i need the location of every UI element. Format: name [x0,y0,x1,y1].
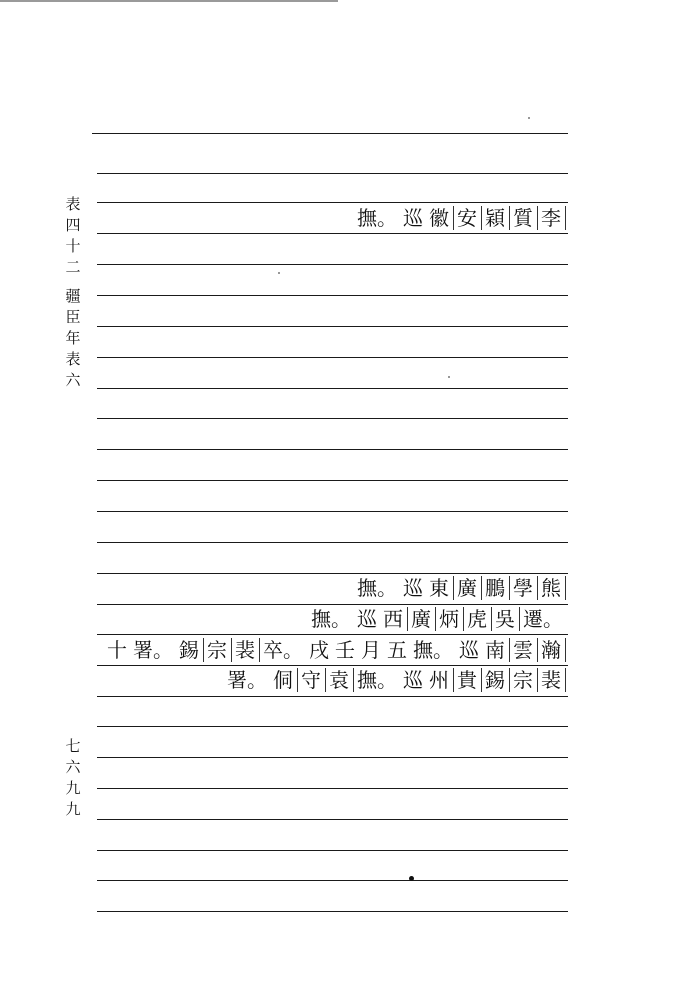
table-rule [97,264,568,265]
entry-char: 守 [298,668,326,692]
table-rule [97,388,568,389]
margin-title-char: 四 [65,216,81,234]
entry-row-guizhou [224,665,566,695]
table-rule [97,511,568,512]
entry-char: 袁 [326,668,354,692]
entry-char: 錫 [482,668,510,692]
entry-char: 廣 [408,607,436,631]
entry-char: 質 [510,206,538,230]
entry-char: 炳 [436,607,464,631]
entry-char: 遷。 [523,607,563,631]
entry-char: 月 [361,638,381,662]
table-rule [97,850,568,851]
table-rule [97,480,568,481]
entry-char: 安 [454,206,482,230]
margin-subtitle-char: 六 [65,371,81,389]
entry-char: 瀚 [538,638,566,662]
entry-char: 虎 [464,607,492,631]
table-rule [97,696,568,697]
entry-char: 壬 [335,638,355,662]
entry-char: 吳 [492,607,520,631]
entry-char: 五 [387,638,407,662]
paper-speck [278,272,280,274]
entry-row-anhui [354,203,566,233]
table-rule [97,295,568,296]
entry-char: 撫。 [357,668,397,692]
entry-char: 卒。 [263,638,303,662]
table-rule [97,757,568,758]
entry-char: 南 [482,638,510,662]
entry-char: 巡 [357,607,377,631]
paper-speck [528,117,530,119]
table-rule [97,173,568,174]
entry-char: 署。 [133,638,173,662]
entry-char: 宗 [510,668,538,692]
entry-row-guangxi [308,604,566,634]
entry-char: 穎 [482,206,510,230]
entry-char: 徽 [426,206,454,230]
margin-subtitle-char: 表 [65,350,81,368]
page-number-char: 九 [65,779,81,797]
page-number-char: 九 [65,800,81,818]
entry-char: 鵬 [482,576,510,600]
margin-title-char: 表 [65,195,81,213]
page-number-char: 六 [65,758,81,776]
entry-char: 裴 [538,668,566,692]
entry-row-yunnan [104,635,566,665]
entry-char: 巡 [403,206,423,230]
ink-dot [409,876,414,881]
table-rule [97,326,568,327]
margin-subtitle-char: 年 [65,329,81,347]
margin-title-char: 二 [65,258,81,276]
entry-char: 戌 [309,638,329,662]
margin-title-char: 十 [65,237,81,255]
entry-char: 學 [510,576,538,600]
entry-char: 李 [538,206,566,230]
entry-char: 巡 [403,668,423,692]
margin-subtitle-char: 臣 [65,308,81,326]
entry-char: 侗 [270,668,298,692]
entry-row-guangdong [354,573,566,603]
entry-char: 撫。 [357,576,397,600]
table-rule [97,788,568,789]
table-rule [97,449,568,450]
table-rule [97,911,568,912]
paper-speck [448,376,450,378]
table-rule [97,819,568,820]
table-rule [97,542,568,543]
entry-char: 十 [107,638,127,662]
table-rule [97,726,568,727]
table-rule [92,133,568,134]
entry-char: 熊 [538,576,566,600]
table-rule [97,357,568,358]
entry-char: 西 [380,607,408,631]
entry-char: 撫。 [413,638,453,662]
page-number-char: 七 [65,737,81,755]
entry-char: 巡 [403,576,423,600]
table-rule [97,233,568,234]
entry-char: 宗 [204,638,232,662]
entry-char: 州 [426,668,454,692]
entry-char: 撫。 [311,607,351,631]
margin-subtitle-char: 疆 [65,287,81,305]
entry-char: 東 [426,576,454,600]
entry-char: 雲 [510,638,538,662]
entry-char: 撫。 [357,206,397,230]
entry-char: 裴 [232,638,260,662]
entry-char: 貴 [454,668,482,692]
entry-char: 錫 [176,638,204,662]
table-rule [97,880,568,881]
entry-char: 巡 [459,638,479,662]
table-rule [97,418,568,419]
entry-char: 廣 [454,576,482,600]
entry-char: 署。 [227,668,267,692]
